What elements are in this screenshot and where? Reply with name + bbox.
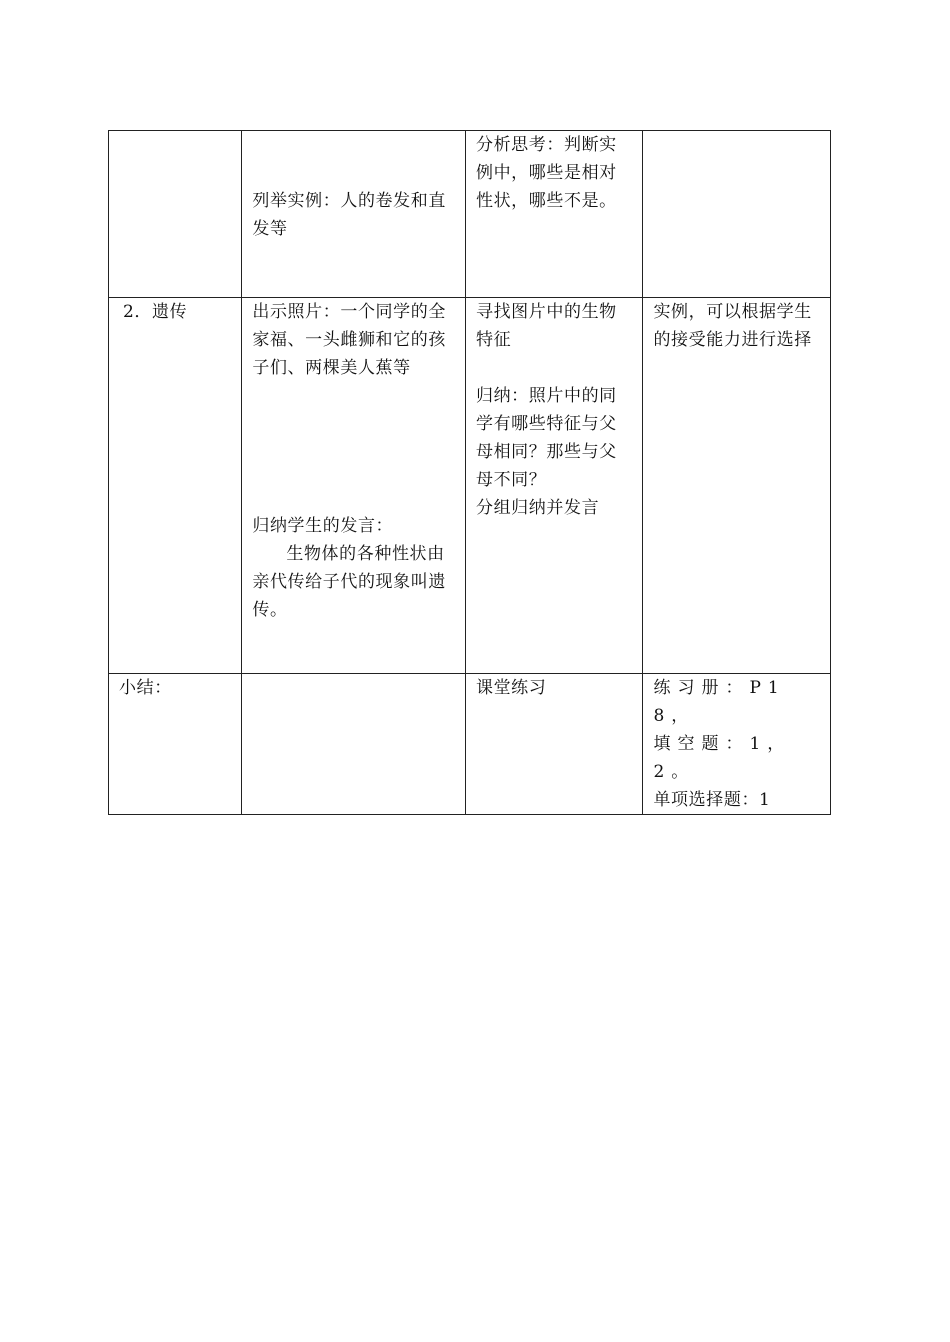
cell-text: 归纳学生的发言： [252,516,394,536]
cell-text: 归纳：照片中的同学有哪些特征与父母相同？那些与父母不同？ [475,386,617,490]
table-cell [242,674,466,815]
table-cell [109,131,242,298]
table-cell [465,131,642,298]
cell-text: 单项选择题：1 [653,790,771,810]
table-cell [643,674,831,815]
table-row [109,674,831,815]
table-cell [643,298,831,674]
lesson-plan-table [108,130,831,815]
spacer [476,354,632,382]
cell-text: 寻找图片中的生物特征 [475,302,617,350]
summary-label: 小结： [119,678,172,698]
cell-text: 出示照片：一个同学的全家福、一头雌狮和它的孩子们、两棵美人蕉等 [252,302,446,378]
table-cell [242,131,466,298]
spacer [252,382,455,512]
cell-text: 课堂练习 [475,678,547,698]
table-cell [109,674,242,815]
table-row [109,298,831,674]
cell-text: 分析思考：判断实例中，哪些是相对性状，哪些不是。 [475,135,617,211]
section-heading: 2．遗传 [123,302,188,322]
cell-text: 练习册：P18， [653,678,786,726]
table-cell [465,298,642,674]
table-cell [242,298,466,674]
cell-text: 实例，可以根据学生的接受能力进行选择 [653,302,812,350]
table-cell [465,674,642,815]
table-row [109,131,831,298]
cell-text: 填空题：1，2。 [653,734,792,782]
cell-text: 列举实例：人的卷发和直发等 [252,191,446,239]
cell-text: 分组归纳并发言 [475,498,600,518]
table-cell [643,131,831,298]
definition-text: 生物体的各种性状由亲代传给子代的现象叫遗传。 [252,544,446,620]
table-cell [109,298,242,674]
